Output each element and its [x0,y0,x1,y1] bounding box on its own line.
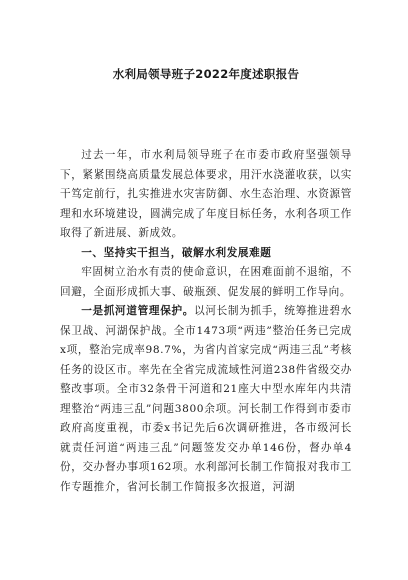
paragraph-body: 以河长制为抓手，统筹推进碧水保卫战、河湖保护战。全市1473项“两违”整治任务已完成x项，整治完成率98.7%，为省内首家完成“两违三乱”考核任务的设区市。率先在全省完成流域性河道238件省级交办整改事项。全市32条骨干河道和21座大中型水库年内共清理整治“两违三乱”问题3800余项。河长制工作得到市委市政府高度重视，市委x书记先后6次调研推进，各市级河长就责任河道“两违三乱”问题签发交办单146份，督办单4份，交办督办事项162项。水利部河长制工作简报对我市工作专题推介，省河长制工作简报多次报道，河湖 [60,305,352,493]
river-management-paragraph [60,302,352,497]
document-title: 水利局领导班子2022年度述职报告 [112,67,300,81]
section-heading: 一、坚持实干担当，破解水利发展难题 [81,246,272,259]
section-paragraph: 牢固树立治水有责的使命意识，在困难面前不退缩，不回避，全面形成抓大事、破瓶颈、促发展的鲜明工作导向。 [60,266,352,298]
intro-paragraph: 过去一年，市水利局领导班子在市委市政府坚强领导下，紧紧围绕高质量发展总体要求，用汗水浇灌收获，以实干笃定前行，扎实推进水灾害防御、水生态治理、水资源管理和水环境建设，圆满完成了年度目标任务，水利各项工作取得了新进展、新成效。 [60,149,352,239]
paragraph-lead: 一是抓河道管理保护。 [81,305,195,317]
